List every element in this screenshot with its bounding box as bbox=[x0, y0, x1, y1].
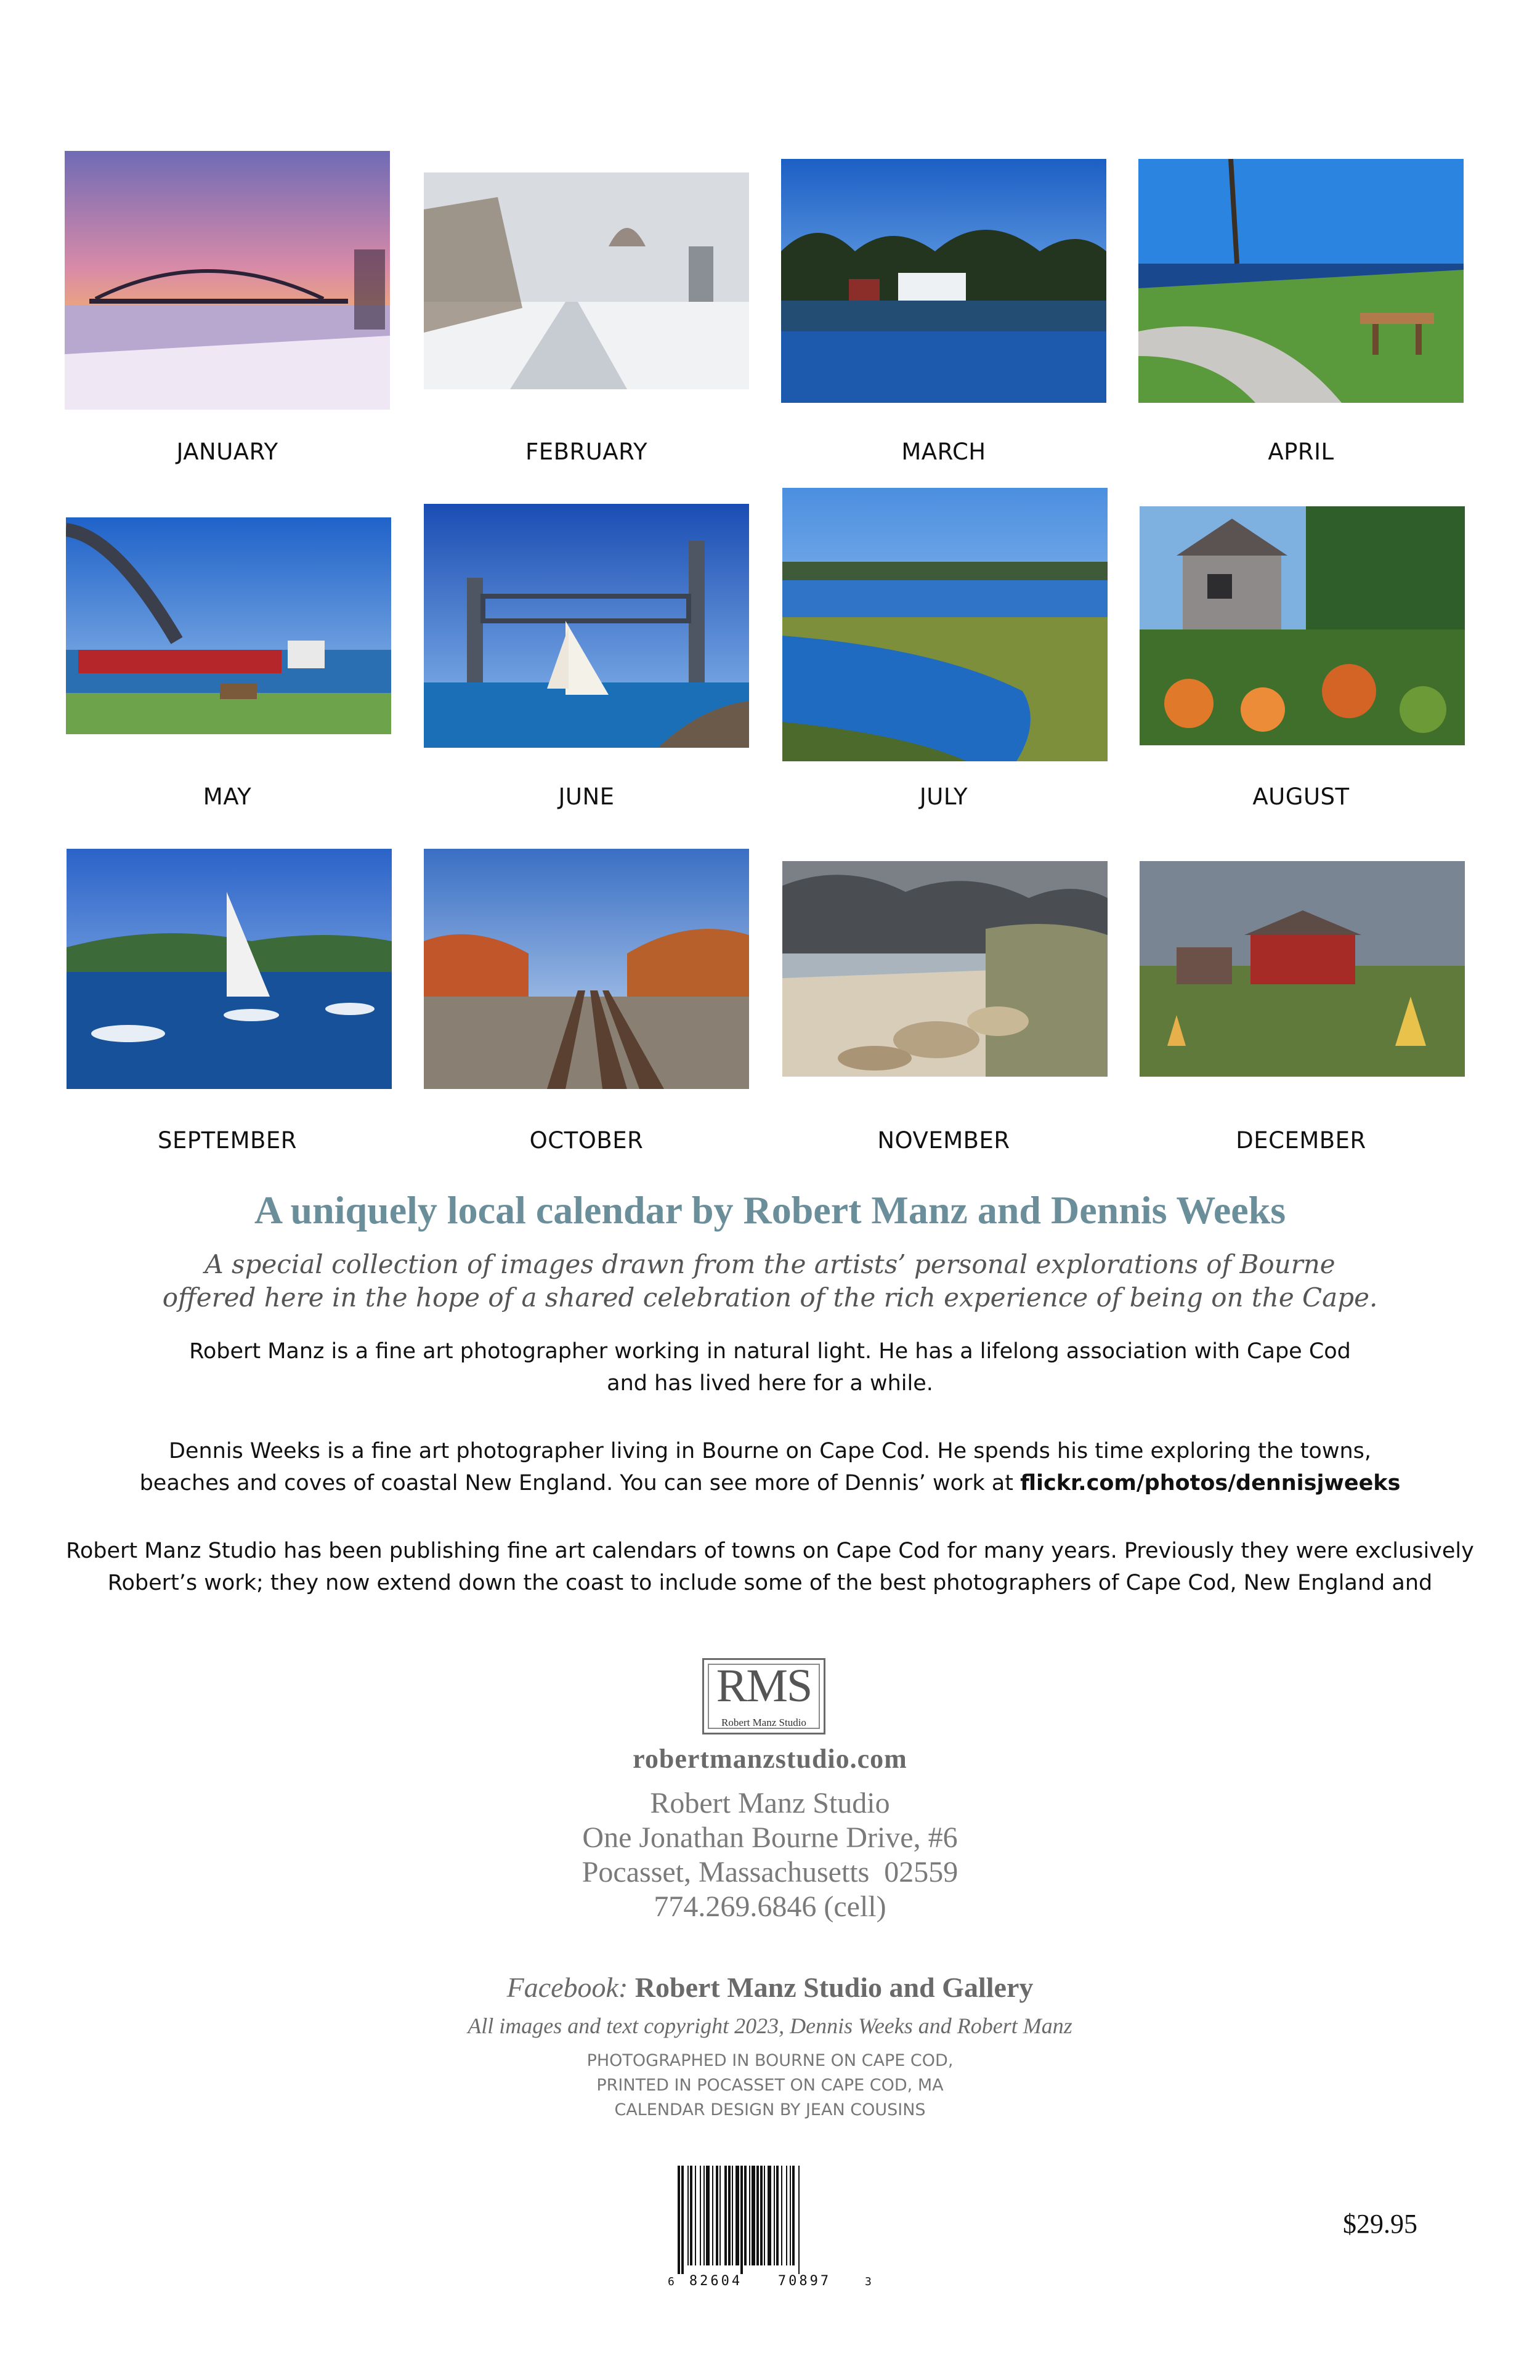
barcode-left-digits: 82604 bbox=[689, 2273, 743, 2289]
bio-dennis bbox=[0, 1435, 1540, 1499]
bio-dennis-line-1: Dennis Weeks is a fine art photographer living in Bourne on Cape Cod. He spends his time exploring the towns, bbox=[168, 1439, 1372, 1463]
barcode-bar bbox=[678, 2166, 680, 2274]
cottage-garden-photo bbox=[1140, 506, 1465, 745]
barcode-bar bbox=[752, 2166, 755, 2265]
railroad-bridge-sailboat-photo bbox=[424, 504, 749, 748]
studio-about-line-2: Robert’s work; they now extend down the coast to include some of the best photographers of Cape Cod, New England and bbox=[107, 1571, 1433, 1595]
facebook-label: Facebook: bbox=[506, 1972, 628, 2003]
barcode-bar bbox=[776, 2166, 779, 2265]
rocky-beach-photo bbox=[782, 861, 1108, 1077]
credits-line-2: PRINTED IN POCASSET ON CAPE COD, MA bbox=[596, 2076, 944, 2095]
barcode-bar bbox=[687, 2166, 689, 2265]
month-label-august: AUGUST bbox=[1252, 783, 1350, 810]
address-city: Pocasset, Massachusetts 02559 bbox=[582, 1856, 958, 1888]
headline: A uniquely local calendar by Robert Manz and Dennis Weeks bbox=[254, 1188, 1286, 1232]
barcode-bar bbox=[768, 2166, 771, 2265]
barcode-bar bbox=[728, 2166, 731, 2265]
bridge-barge-photo bbox=[66, 517, 391, 734]
barcode-bar bbox=[700, 2166, 701, 2265]
barcode-bar bbox=[790, 2166, 791, 2265]
subtitle-line-1: A special collection of images drawn from the artists’ personal explorations of Bourne bbox=[205, 1249, 1335, 1279]
studio-about-line-1: Robert Manz Studio has been publishing fine art calendars of towns on Cape Cod for many years. Previously they were exclusively bbox=[66, 1539, 1474, 1563]
barcode-bar bbox=[781, 2166, 782, 2265]
month-label-march: MARCH bbox=[901, 439, 986, 465]
flickr-link[interactable]: flickr.com/photos/dennisjweeks bbox=[1020, 1471, 1401, 1496]
barcode-bar bbox=[703, 2166, 705, 2265]
barcode-bar bbox=[749, 2166, 750, 2265]
month-label-april: APRIL bbox=[1268, 439, 1334, 465]
upc-barcode bbox=[667, 2162, 873, 2291]
barcode-bar bbox=[724, 2166, 727, 2265]
barcode-bar bbox=[712, 2166, 713, 2265]
address-name: Robert Manz Studio bbox=[650, 1787, 890, 1819]
barcode-lead-digit: 6 bbox=[668, 2275, 675, 2288]
month-label-may: MAY bbox=[203, 783, 252, 810]
bio-robert-line-1: Robert Manz is a fine art photographer working in natural light. He has a lifelong association with Cape Cod bbox=[189, 1339, 1351, 1364]
month-label-june: JUNE bbox=[558, 783, 615, 810]
credits-line-1: PHOTOGRAPHED IN BOURNE ON CAPE COD, bbox=[586, 2051, 954, 2070]
barcode-bar bbox=[774, 2166, 775, 2265]
month-label-february: FEBRUARY bbox=[525, 439, 648, 465]
bridge-sunset-photo bbox=[65, 151, 390, 410]
barcode-bar bbox=[690, 2166, 692, 2265]
address-street: One Jonathan Bourne Drive, #6 bbox=[582, 1821, 958, 1854]
rms-logo-mark: RMS bbox=[716, 1660, 812, 1712]
barcode-bar bbox=[744, 2166, 747, 2265]
barcode-bar bbox=[695, 2166, 696, 2265]
facebook-line bbox=[0, 1971, 1540, 2004]
bio-robert bbox=[0, 1335, 1540, 1399]
barcode-bar bbox=[760, 2166, 763, 2265]
red-barn-winter-photo bbox=[1140, 861, 1465, 1077]
studio-address bbox=[0, 1786, 1540, 1924]
facebook-page-name[interactable]: Robert Manz Studio and Gallery bbox=[634, 1972, 1034, 2003]
month-label-december: DECEMBER bbox=[1236, 1127, 1366, 1154]
rms-logo-caption: Robert Manz Studio bbox=[721, 1717, 806, 1728]
barcode-bar bbox=[764, 2166, 765, 2265]
bio-dennis-line-2 bbox=[0, 1467, 1540, 1499]
sailboats-canal-photo bbox=[67, 849, 392, 1089]
barcode-bar bbox=[732, 2166, 733, 2265]
barcode-bar bbox=[681, 2166, 684, 2274]
bio-robert-line-2: and has lived here for a while. bbox=[607, 1371, 933, 1396]
snowy-road-photo bbox=[424, 172, 749, 389]
month-label-september: SEPTEMBER bbox=[157, 1127, 298, 1154]
rms-logo bbox=[702, 1658, 825, 1734]
credits-line-3: CALENDAR DESIGN BY JEAN COUSINS bbox=[614, 2100, 926, 2119]
barcode-bar bbox=[706, 2166, 710, 2265]
month-label-january: JANUARY bbox=[176, 439, 278, 465]
barcode-bar bbox=[740, 2166, 743, 2274]
copyright-line: All images and text copyright 2023, Dennis Weeks and Robert Manz bbox=[468, 2014, 1072, 2038]
barcode-bar bbox=[736, 2166, 739, 2265]
barcode-check-digit: 3 bbox=[865, 2275, 872, 2288]
production-credits bbox=[0, 2049, 1540, 2123]
month-label-november: NOVEMBER bbox=[877, 1127, 1010, 1154]
subtitle-line-2: offered here in the hope of a shared celebration of the rich experience of being on the Cape. bbox=[162, 1282, 1378, 1313]
marsh-harbor-photo bbox=[782, 488, 1108, 761]
address-phone: 774.269.6846 (cell) bbox=[654, 1890, 886, 1923]
pond-reflection-photo bbox=[781, 159, 1106, 403]
picnic-park-photo bbox=[1138, 159, 1464, 403]
barcode-bar bbox=[719, 2166, 721, 2265]
barcode-bar bbox=[786, 2166, 787, 2265]
price: $29.95 bbox=[1343, 2209, 1417, 2239]
railroad-tracks-autumn-photo bbox=[424, 849, 749, 1089]
barcode-bar bbox=[792, 2166, 795, 2265]
barcode-bar bbox=[798, 2166, 800, 2274]
studio-about bbox=[0, 1535, 1540, 1599]
website-link[interactable]: robertmanzstudio.com bbox=[633, 1744, 907, 1774]
bio-dennis-line-2-text: beaches and coves of coastal New England. You can see more of Dennis’ work at bbox=[139, 1471, 1021, 1496]
month-label-july: JULY bbox=[919, 783, 968, 810]
barcode-bar bbox=[756, 2166, 759, 2265]
subtitle bbox=[0, 1248, 1540, 1314]
month-label-october: OCTOBER bbox=[529, 1127, 644, 1154]
barcode-right-digits: 70897 bbox=[777, 2273, 832, 2289]
barcode-bar bbox=[716, 2166, 718, 2265]
